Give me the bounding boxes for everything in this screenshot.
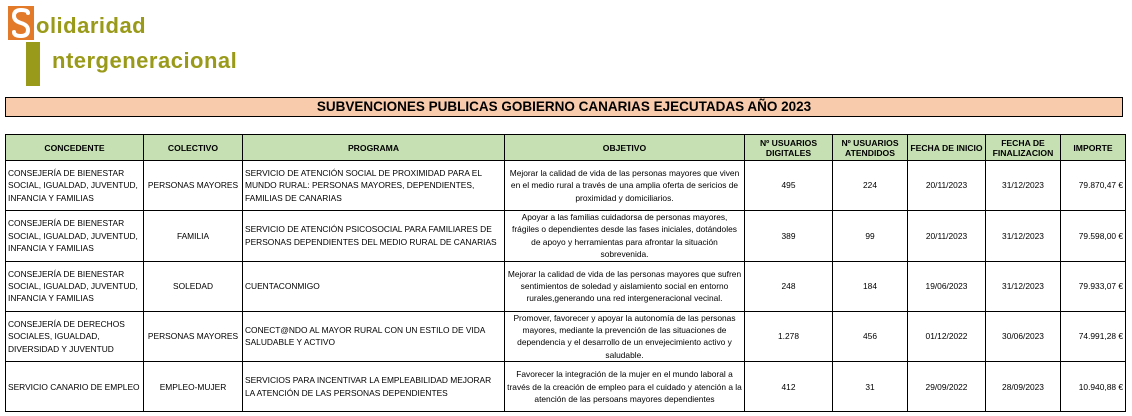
cell-colectivo: EMPLEO-MUJER <box>144 362 243 412</box>
cell-colectivo: PERSONAS MAYORES <box>144 311 243 362</box>
header-objetivo: OBJETIVO <box>505 135 745 161</box>
cell-fecha-fin: 30/06/2023 <box>986 311 1061 362</box>
page-title: SUBVENCIONES PUBLICAS GOBIERNO CANARIAS EJECUTADAS AÑO 2023 <box>5 97 1123 117</box>
cell-usuarios-digitales: 1.278 <box>745 311 833 362</box>
table-header-row <box>6 135 1126 161</box>
cell-concedente: CONSEJERÍA DE BIENESTAR SOCIAL, IGUALDAD, JUVENTUD, INFANCIA Y FAMILIAS <box>6 211 144 262</box>
cell-usuarios-digitales: 495 <box>745 161 833 211</box>
cell-importe: 79.870,47 € <box>1061 161 1126 211</box>
header-fecha-fin: FECHA DE FINALIZACION <box>986 135 1061 161</box>
cell-fecha-inicio: 20/11/2023 <box>908 211 986 262</box>
cell-importe: 79.933,07 € <box>1061 261 1126 311</box>
cell-usuarios-atendidos: 224 <box>833 161 908 211</box>
subsidies-table <box>5 134 1126 412</box>
cell-concedente: CONSEJERÍA DE DERECHOS SOCIALES, IGUALDAD, DIVERSIDAD Y JUVENTUD <box>6 311 144 362</box>
cell-concedente: SERVICIO CANARIO DE EMPLEO <box>6 362 144 412</box>
cell-programa: SERVICIO DE ATENCIÓN SOCIAL DE PROXIMIDAD PARA EL MUNDO RURAL: PERSONAS MAYORES, DEPENDIENTES, FAMILIAS DE CANARIAS <box>243 161 505 211</box>
header-colectivo: COLECTIVO <box>144 135 243 161</box>
cell-usuarios-atendidos: 99 <box>833 211 908 262</box>
table-row <box>6 211 1126 262</box>
cell-usuarios-atendidos: 456 <box>833 311 908 362</box>
cell-concedente: CONSEJERÍA DE BIENESTAR SOCIAL, IGUALDAD, JUVENTUD, INFANCIA Y FAMILIAS <box>6 261 144 311</box>
cell-objetivo: Mejorar la calidad de vida de las personas mayores que sufren sentimientos de soledad y aislamiento social en entorno rurales,generando una red intergeneracional vecinal. <box>505 261 745 311</box>
header-concedente: CONCEDENTE <box>6 135 144 161</box>
cell-importe: 74.991,28 € <box>1061 311 1126 362</box>
cell-fecha-inicio: 19/06/2023 <box>908 261 986 311</box>
cell-objetivo: Favorecer la integración de la mujer en el mundo laboral a través de la creación de empleo para el cuidado y atención a la atención de las persoans mayores dependientes <box>505 362 745 412</box>
cell-fecha-fin: 31/12/2023 <box>986 161 1061 211</box>
cell-importe: 79.598,00 € <box>1061 211 1126 262</box>
cell-usuarios-digitales: 248 <box>745 261 833 311</box>
header-usuarios-atendidos: Nº USUARIOS ATENDIDOS <box>833 135 908 161</box>
logo <box>6 4 256 88</box>
header-usuarios-digitales: Nº USUARIOS DIGITALES <box>745 135 833 161</box>
cell-programa: SERVICIOS PARA INCENTIVAR LA EMPLEABILIDAD MEJORAR LA ATENCIÓN DE LAS PERSONAS DEPENDIENTES <box>243 362 505 412</box>
cell-colectivo: PERSONAS MAYORES <box>144 161 243 211</box>
cell-fecha-fin: 31/12/2023 <box>986 211 1061 262</box>
header-programa: PROGRAMA <box>243 135 505 161</box>
cell-usuarios-digitales: 389 <box>745 211 833 262</box>
table-row <box>6 362 1126 412</box>
header-fecha-inicio: FECHA DE INICIO <box>908 135 986 161</box>
cell-programa: CONECT@NDO AL MAYOR RURAL CON UN ESTILO DE VIDA SALUDABLE Y ACTIVO <box>243 311 505 362</box>
cell-importe: 10.940,88 € <box>1061 362 1126 412</box>
cell-usuarios-atendidos: 184 <box>833 261 908 311</box>
cell-usuarios-digitales: 412 <box>745 362 833 412</box>
cell-fecha-inicio: 01/12/2022 <box>908 311 986 362</box>
table-row <box>6 261 1126 311</box>
cell-colectivo: SOLEDAD <box>144 261 243 311</box>
table-row <box>6 161 1126 211</box>
cell-objetivo: Promover, favorecer y apoyar la autonomía de las personas mayores, mediante la prevención de las situaciones de dependencia y el desarrollo de un envejecimiento activo y saludable. <box>505 311 745 362</box>
header-importe: IMPORTE <box>1061 135 1126 161</box>
table-row <box>6 311 1126 362</box>
cell-colectivo: FAMILIA <box>144 211 243 262</box>
logo-text-solidaridad: olidaridad <box>36 13 147 38</box>
cell-objetivo: Apoyar a las familias cuidadorsa de personas mayores, frágiles o dependientes desde las fases iniciales, dotándoles de apoyo y herramientas para afrontar la situación sobrevenida. <box>505 211 745 262</box>
cell-concedente: CONSEJERÍA DE BIENESTAR SOCIAL, IGUALDAD, JUVENTUD, INFANCIA Y FAMILIAS <box>6 161 144 211</box>
cell-fecha-inicio: 20/11/2023 <box>908 161 986 211</box>
cell-programa: SERVICIO DE ATENCIÓN PSICOSOCIAL PARA FAMILIARES DE PERSONAS DEPENDIENTES DEL MEDIO RURAL DE CANARIAS <box>243 211 505 262</box>
cell-fecha-fin: 31/12/2023 <box>986 261 1061 311</box>
logo-i-bar <box>26 42 40 86</box>
cell-fecha-fin: 28/09/2023 <box>986 362 1061 412</box>
cell-fecha-inicio: 29/09/2022 <box>908 362 986 412</box>
cell-programa: CUENTACONMIGO <box>243 261 505 311</box>
logo-text-intergeneracional: ntergeneracional <box>52 48 238 73</box>
cell-usuarios-atendidos: 31 <box>833 362 908 412</box>
cell-objetivo: Mejorar la calidad de vida de las personas mayores que viven en el medio rural a través de una amplia oferta de sericios de proximidad y domiciliarios. <box>505 161 745 211</box>
